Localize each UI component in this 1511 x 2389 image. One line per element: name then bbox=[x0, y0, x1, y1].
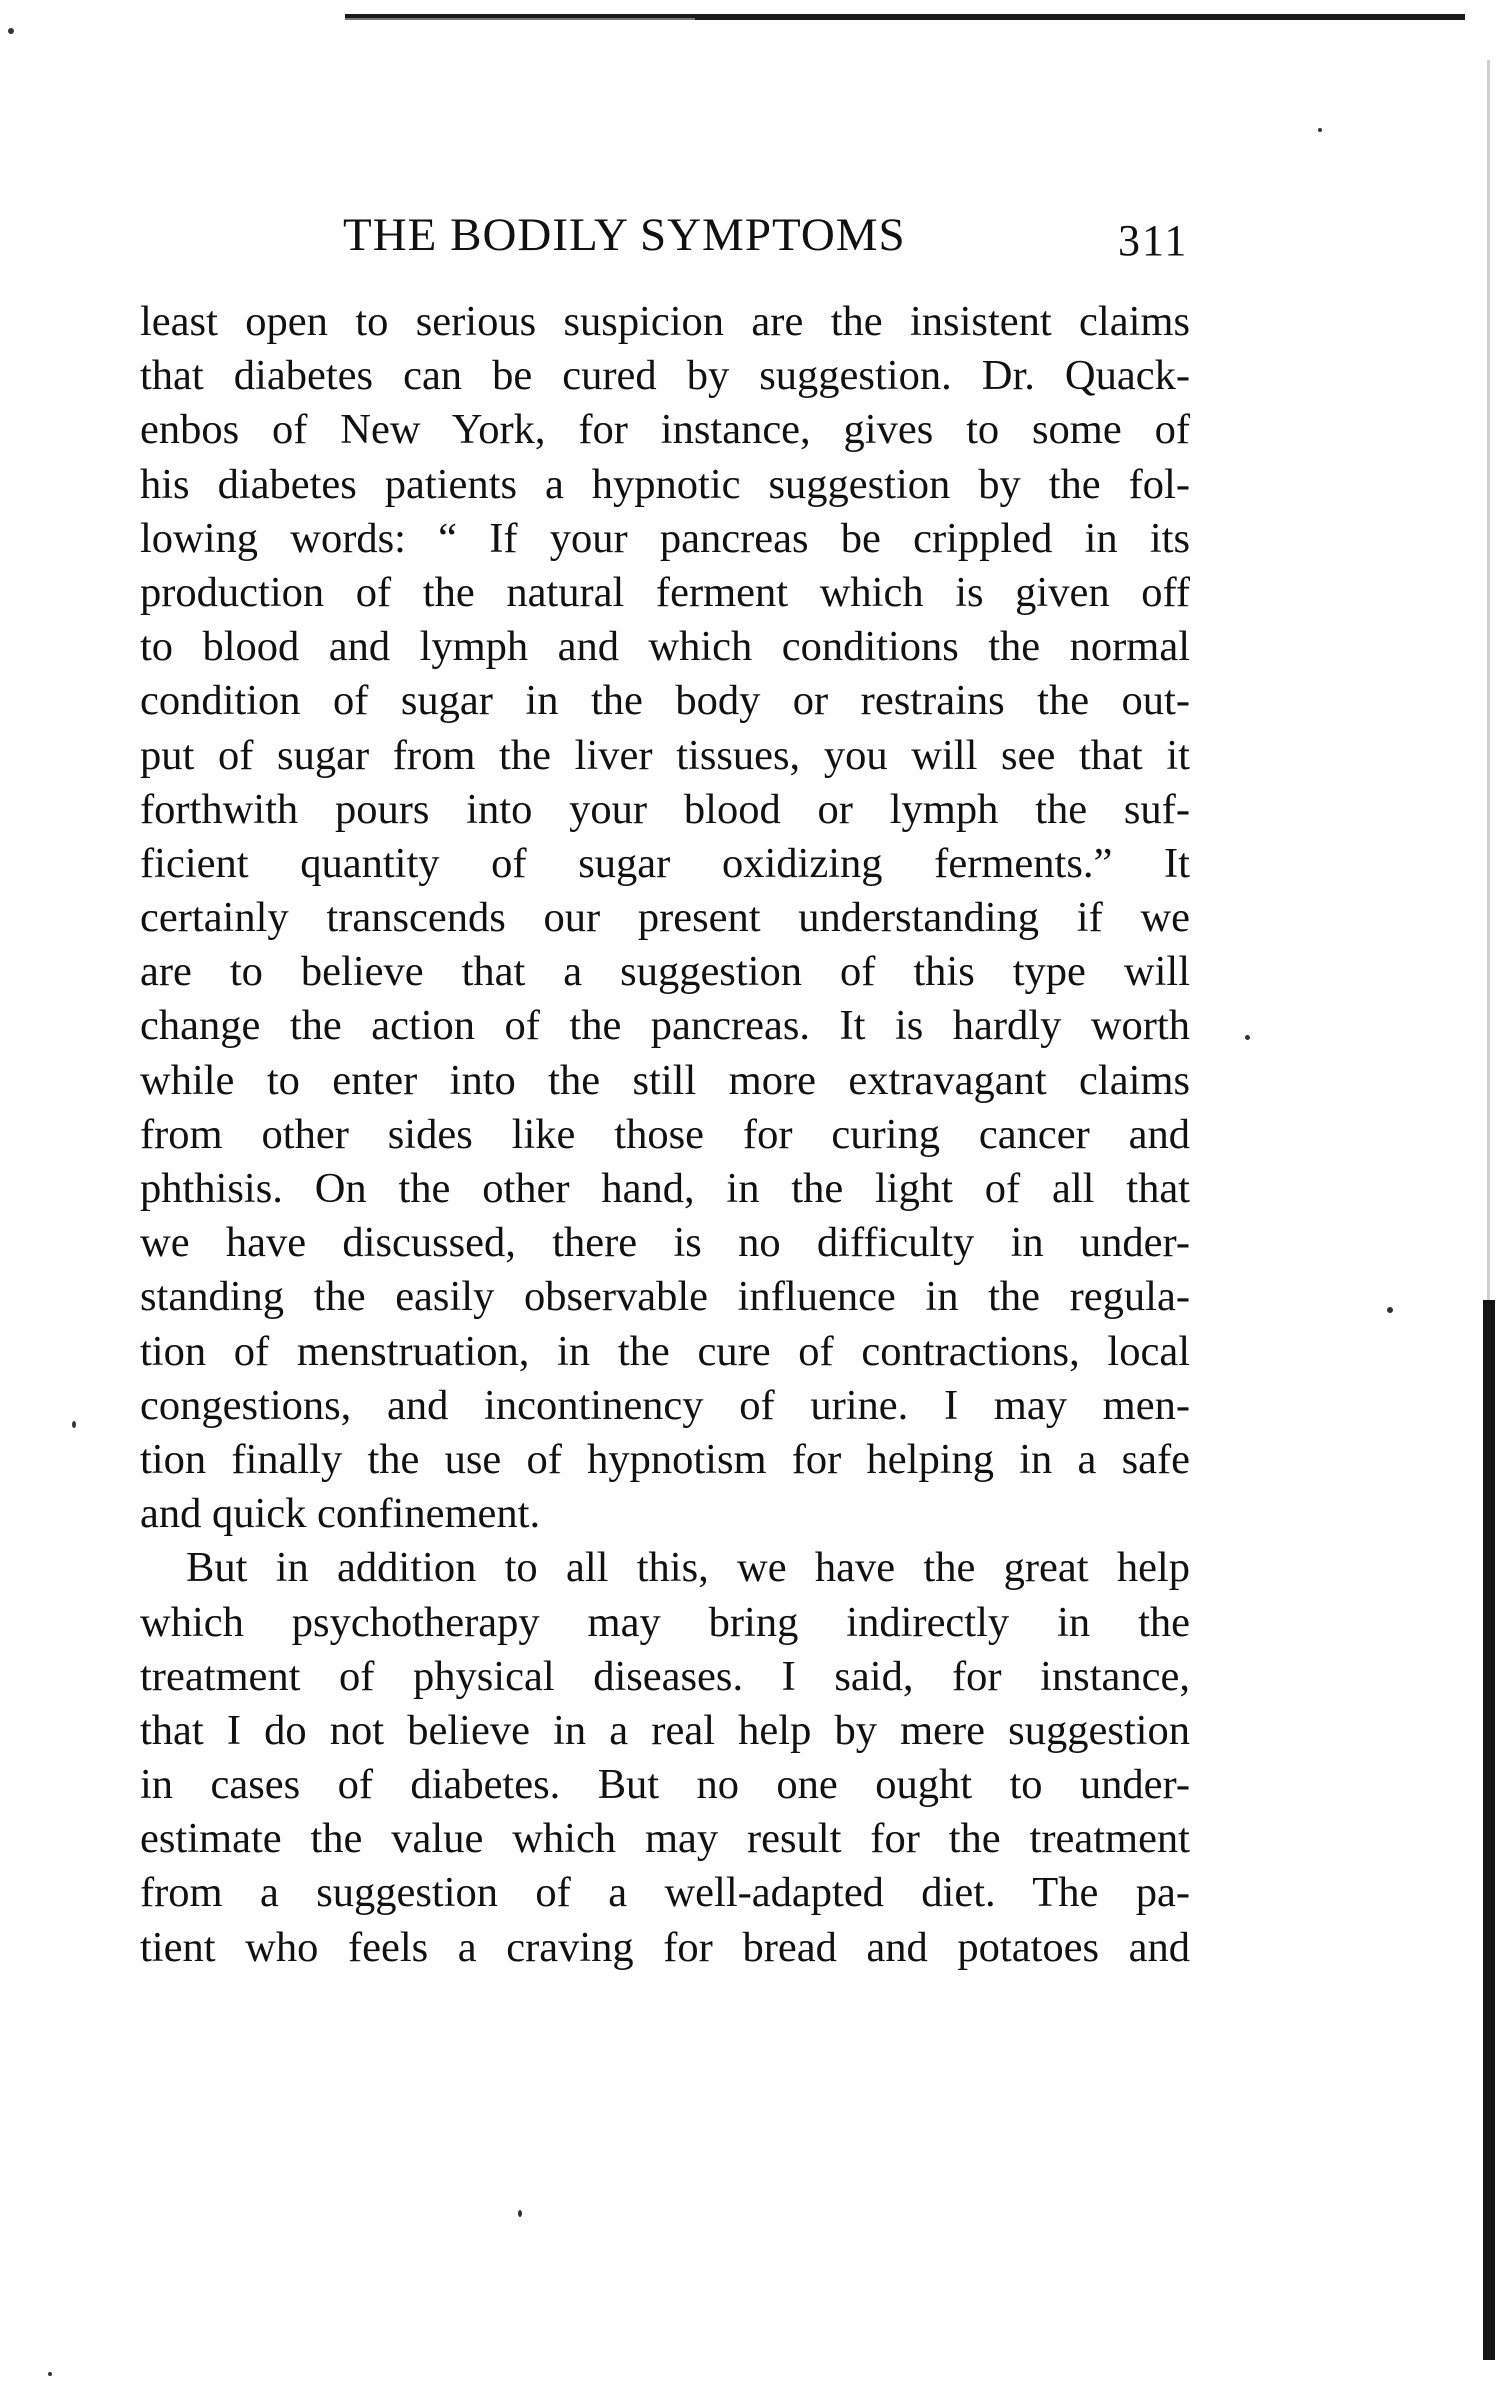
text-line: forthwith pours into your blood or lymph the suf- bbox=[140, 785, 1190, 833]
top-edge-rule-fade bbox=[345, 18, 695, 20]
right-page-edge-shadow bbox=[1483, 1300, 1495, 2360]
text-line: least open to serious suspicion are the insistent claims bbox=[140, 298, 1190, 345]
text-line: condition of sugar in the body or restrains the out- bbox=[140, 677, 1190, 725]
text-line: which psychotherapy may bring indirectly in the bbox=[140, 1598, 1190, 1646]
scan-speck bbox=[1387, 1307, 1393, 1313]
text-line: from a suggestion of a well-adapted diet. The pa- bbox=[140, 1869, 1190, 1917]
text-line: change the action of the pancreas. It is hardly worth bbox=[140, 1002, 1190, 1050]
text-line: enbos of New York, for instance, gives to some of bbox=[140, 406, 1190, 454]
running-head-title: THE BODILY SYMPTOMS bbox=[343, 209, 906, 261]
text-line: certainly transcends our present understanding if we bbox=[140, 894, 1190, 942]
text-line: tion of menstruation, in the cure of contractions, local bbox=[140, 1327, 1190, 1375]
text-line: phthisis. On the other hand, in the light of all that bbox=[140, 1165, 1190, 1212]
text-line: production of the natural ferment which is given off bbox=[140, 568, 1190, 616]
paragraph-end-line: and quick confinement. bbox=[140, 1490, 541, 1538]
text-line: tient who feels a craving for bread and potatoes and bbox=[140, 1923, 1190, 1971]
text-line: that diabetes can be cured by suggestion. Dr. Quack- bbox=[140, 352, 1190, 400]
text-line: are to believe that a suggestion of this type will bbox=[140, 948, 1190, 996]
text-line: from other sides like those for curing cancer and bbox=[140, 1110, 1190, 1158]
scan-speck bbox=[518, 2210, 522, 2217]
body-text bbox=[140, 295, 1190, 1975]
text-line: estimate the value which may result for the treatment bbox=[140, 1815, 1190, 1863]
text-line: to blood and lymph and which conditions the normal bbox=[140, 623, 1190, 671]
text-line: put of sugar from the liver tissues, you will see that it bbox=[140, 731, 1190, 779]
paragraph-start-line: But in addition to all this, we have the great help bbox=[186, 1544, 1190, 1592]
page-header bbox=[0, 200, 1511, 270]
scan-speck bbox=[72, 1421, 76, 1428]
scan-speck bbox=[48, 2372, 52, 2376]
page-number: 311 bbox=[1118, 216, 1189, 265]
text-line: we have discussed, there is no difficulty in under- bbox=[140, 1219, 1190, 1267]
text-line: his diabetes patients a hypnotic suggestion by the fol- bbox=[140, 460, 1190, 508]
text-line: lowing words: “ If your pancreas be crippled in its bbox=[140, 514, 1190, 562]
text-line: while to enter into the still more extravagant claims bbox=[140, 1056, 1190, 1104]
text-line: ficient quantity of sugar oxidizing ferments.” It bbox=[140, 839, 1190, 887]
text-line: in cases of diabetes. But no one ought to under- bbox=[140, 1761, 1190, 1809]
text-line: standing the easily observable influence in the regula- bbox=[140, 1273, 1190, 1321]
text-line: treatment of physical diseases. I said, for instance, bbox=[140, 1652, 1190, 1700]
text-line: congestions, and incontinency of urine. I may men- bbox=[140, 1381, 1190, 1429]
text-line: that I do not believe in a real help by mere suggestion bbox=[140, 1706, 1190, 1754]
scan-speck bbox=[1318, 128, 1322, 132]
text-line: tion finally the use of hypnotism for helping in a safe bbox=[140, 1435, 1190, 1483]
scan-speck bbox=[1245, 1035, 1250, 1040]
scan-speck bbox=[8, 28, 14, 34]
